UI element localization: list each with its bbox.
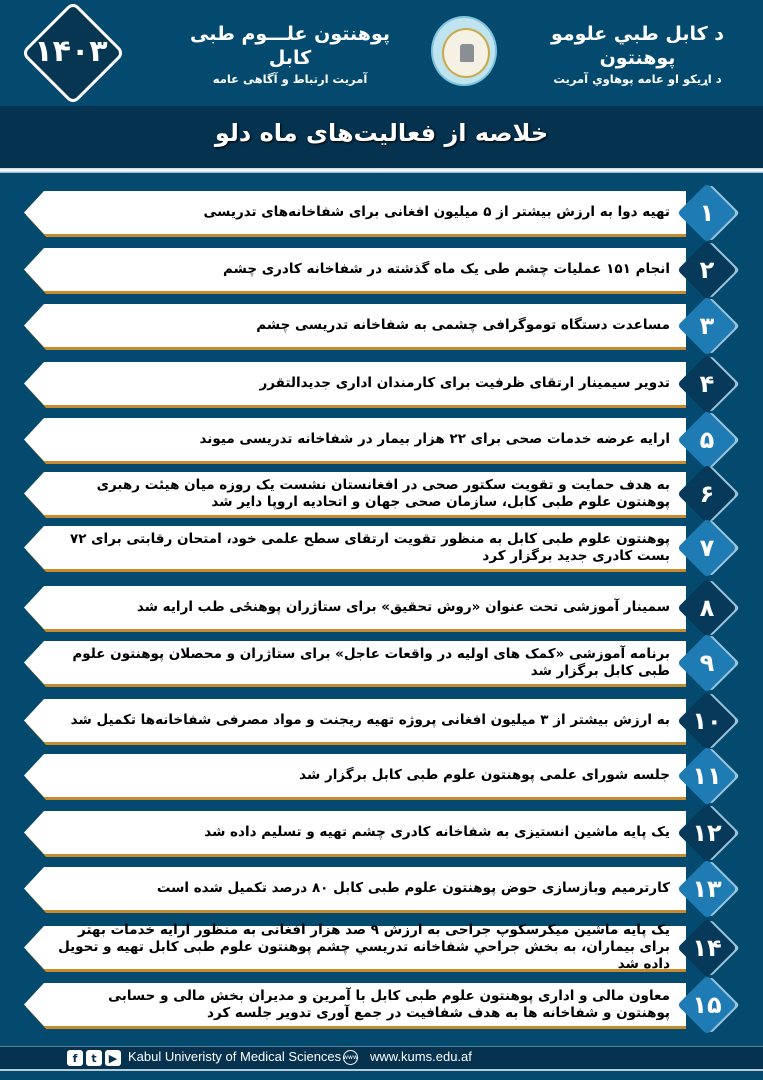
website-link[interactable]: www.kums.edu.af [370, 1049, 472, 1064]
org-dari-title: پوهنتون علـــوم طبی کابل [189, 23, 391, 69]
item-number: ۱۴ [692, 933, 722, 962]
item-text: برنامه آموزشی «کمک های اولیه در واقعات عاجل» برای ستاژران و محصلان پوهنتون علوم طبی کابل برگزار شد [72, 645, 670, 679]
item-number: ۱ [699, 198, 715, 227]
item-text: تهیه دوا به ارزش بیشتر از ۵ میلیون افغانی برای شفاخانه‌های تدریسی [203, 204, 670, 220]
list-item [24, 586, 730, 629]
item-text: جلسه شورای علمی پوهنتون علوم طبی کابل برگزار شد [299, 767, 670, 783]
title-band [0, 106, 763, 168]
list-item [24, 811, 730, 854]
footer [0, 1046, 763, 1071]
page-title: خلاصه از فعالیت‌های ماه دلو [214, 119, 549, 147]
twitter-icon[interactable]: t [86, 1050, 102, 1066]
item-number: ۲ [699, 255, 715, 284]
item-number: ۸ [699, 593, 715, 622]
list-item [24, 191, 730, 234]
year-badge [22, 2, 120, 100]
list-item [24, 362, 730, 405]
item-text: ارایه عرضه خدمات صحی برای ۲۲ هزار بیمار در شفاخانه تدریسی میوند [199, 431, 670, 447]
item-number: ۴ [699, 369, 715, 398]
org-dari [175, 22, 405, 88]
list-item [24, 641, 730, 684]
org-pashto [520, 22, 755, 88]
org-pashto-subtitle: د اړیکو او عامه پوهاوي آمریت [553, 72, 722, 86]
item-text: یک پایه ماشین انستیزی به شفاخانه کادری چشم تهیه و تسلیم داده شد [204, 824, 670, 840]
list-item [24, 983, 730, 1026]
item-number: ۱۳ [692, 874, 722, 903]
list-item [24, 248, 730, 291]
year-label: ۱۴۰۳ [34, 33, 108, 69]
item-text: تدویر سیمینار ارتقای ظرفیت برای کارمندان اداری جدیدالتقرر [259, 375, 670, 391]
org-pashto-title: د کابل طبي علومو پوهنتون [550, 23, 725, 69]
social-icons [67, 1050, 121, 1066]
university-name: Kabul Univeristy of Medical Sciences [128, 1049, 342, 1064]
item-text: پوهنتون علوم طبی کابل به منظور تقویت ارتقای سطح علمی خود، امتحان رقابتی برای ۷۲ بست کادری جدید برگزار کرد [70, 530, 670, 564]
header [0, 0, 763, 106]
item-number: ۶ [699, 479, 715, 508]
list-item [24, 922, 730, 972]
item-text: سمینار آموزشی تحت عنوان «روش تحقیق» برای ستاژران پوهنځی طب ارایه شد [136, 599, 670, 615]
list-item [24, 526, 730, 569]
list-item [24, 472, 730, 515]
list-item [24, 304, 730, 347]
facebook-icon[interactable]: f [67, 1050, 83, 1066]
org-dari-subtitle: آمریت ارتباط و آگاهی عامه [212, 72, 368, 86]
item-number: ۱۱ [692, 761, 722, 790]
item-number: ۱۲ [692, 818, 722, 847]
list-item [24, 867, 730, 910]
list-item [24, 754, 730, 797]
item-number: ۵ [699, 425, 715, 454]
item-text: مساعدت دستگاه توموگرافی چشمی به شفاخانه تدریسی چشم [256, 317, 670, 333]
item-number: ۱۰ [692, 706, 722, 735]
item-number: ۱۵ [692, 990, 722, 1019]
item-text: یک پایه ماشین میکرسکوپ جراحی به ارزش ۹ صد هزار افغانی به منظور ارایه خدمات بهتر برای بیماران، به بخش جراحي شفاخانه تدریسي چشم پوهنتون علوم طبی کابل تهیه و تحویل داده شد [58, 922, 670, 972]
item-text: کارترمیم وبازسازی حوض پوهنتون علوم طبی کابل ۸۰ درصد تکمیل شده است [156, 880, 670, 896]
item-number: ۹ [699, 648, 715, 677]
item-text: به ارزش بیشتر از ۳ میلیون افغانی پروژه تهیه ریجنت و مواد مصرفی شفاخانه‌ها تکمیل شد [70, 712, 670, 728]
university-seal-logo-icon [431, 16, 497, 86]
book-emblem-icon [460, 44, 474, 62]
item-text: معاون مالی و اداری پوهنتون علوم طبی کابل با آمرین و مدیران بخش مالی و حسابی پوهنتون و شفاخانه ها به هدف شفافیت در جمع آوری تدویر جلسه کرد [108, 987, 670, 1021]
list-item [24, 699, 730, 742]
list-item [24, 418, 730, 461]
globe-icon: www [343, 1050, 358, 1065]
divider [0, 168, 763, 173]
item-text: به هدف حمایت و تقویت سکتور صحی در افغانستان نشست یک روزه میان هیئت رهبری پوهنتون علوم طبی کابل، سازمان صحی جهان و اتحادیه اروپا دایر شد [96, 476, 670, 510]
youtube-icon[interactable]: ▶ [105, 1050, 121, 1066]
item-text: انجام ۱۵۱ عملیات چشم طی یک ماه گذشته در شفاخانه کادری چشم [223, 261, 670, 277]
item-number: ۷ [699, 533, 715, 562]
item-number: ۳ [699, 311, 715, 340]
